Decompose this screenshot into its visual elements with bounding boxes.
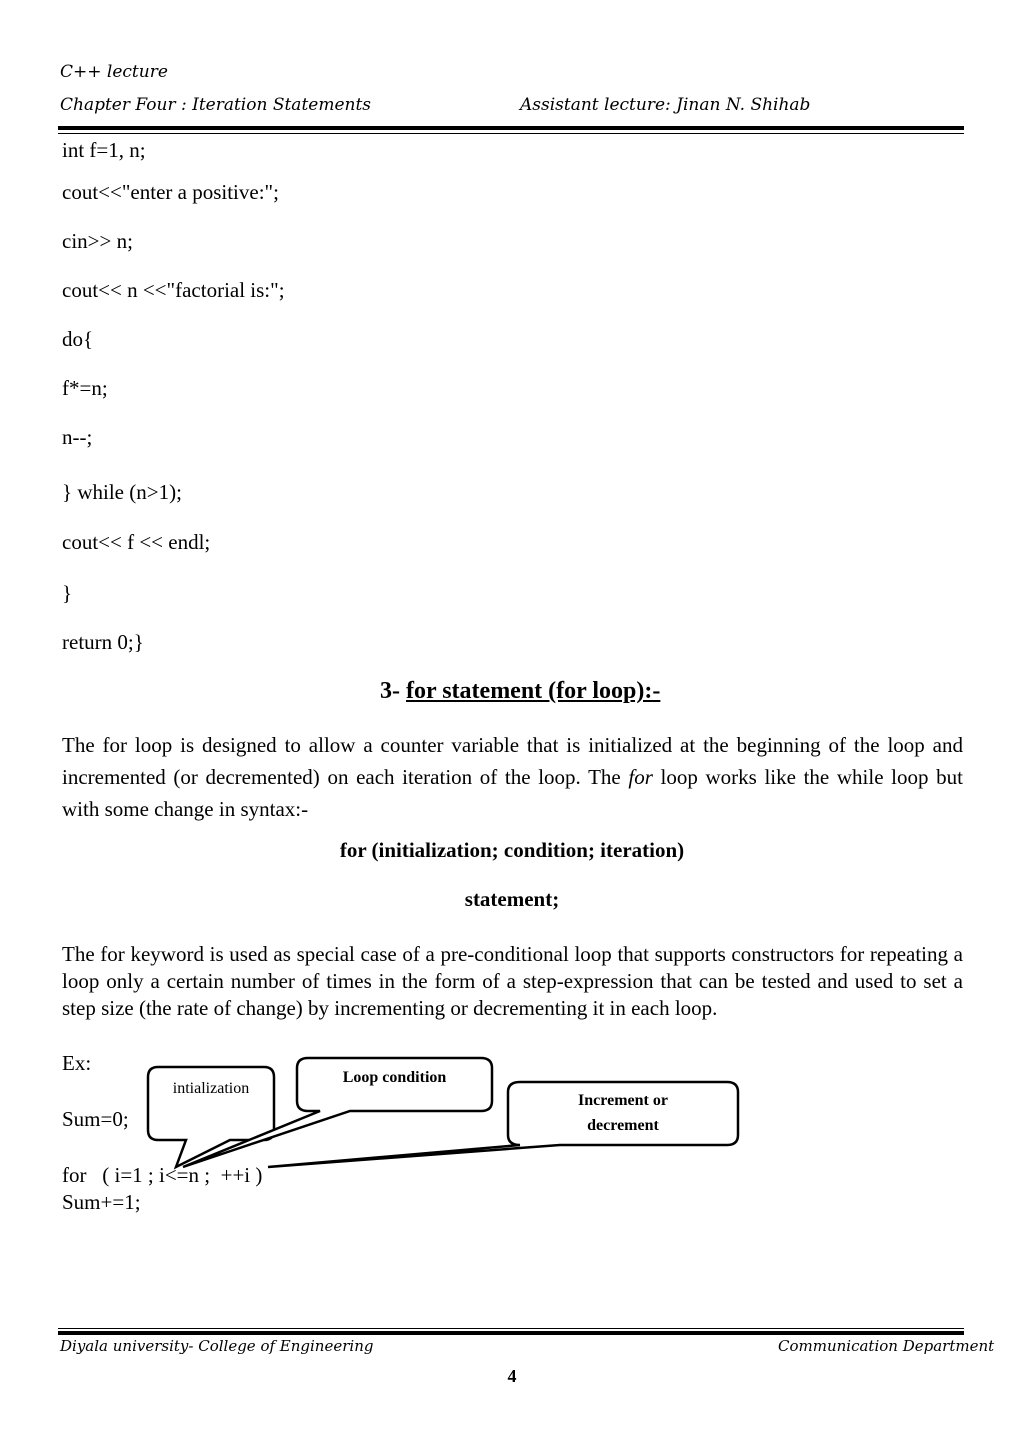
intro-text-2: loop works like the while loop but with some change in syntax:- [62,765,963,821]
code-line: } while (n>1); [62,480,182,504]
code-line: } [62,581,73,605]
code-line: cout<< f << endl; [62,530,211,554]
footer-department: Communication Department [778,1337,995,1355]
description-paragraph: The for keyword is used as special case of a pre-conditional loop that supports constructors for repeating a loop only a certain number of times in the form of a step-expression that can be tested and used to set a step size (the rate of change) by incrementing or decrementing it in each loop. [62,942,963,1020]
syntax-line-2: statement; [464,887,560,911]
code-line: cout<<"enter a positive:"; [62,180,279,204]
example-line-1: Sum=0; [62,1107,129,1131]
author-name: Assistant lecture: Jinan N. Shihab [520,95,811,115]
example-line-3: Sum+=1; [62,1190,141,1214]
section-title: for statement (for loop):- [406,678,661,704]
intro-text-1: The for loop is designed to allow a counter variable that is initialized at the beginning of the loop and incremented (or decremented) on each iteration of the loop. The [62,733,963,789]
code-line: int f=1, n; [62,138,146,162]
footer-rule-thick [58,1331,964,1335]
example-label: Ex: [62,1051,92,1075]
code-line: return 0;} [62,630,144,654]
code-line: cout<< n <<"factorial is:"; [62,278,285,302]
code-line: do{ [62,327,94,351]
chapter-title: Chapter Four : Iteration Statements [60,95,372,115]
increment-callout-label-1: Increment or [578,1092,668,1109]
initialization-callout-label: intialization [172,1080,250,1097]
footer-rule-thin [58,1328,964,1329]
code-line: cin>> n; [62,229,133,253]
increment-callout-label-2: decrement [587,1117,659,1134]
code-line: f*=n; [62,376,108,400]
intro-italic-for: for [628,765,653,789]
example-line-2: for ( i=1 ; i<=n ; ++i ) [62,1163,263,1187]
course-title: C++ lecture [60,62,168,82]
section-number: 3- [380,678,400,704]
syntax-line-1: for (initialization; condition; iteration) [339,838,685,862]
footer-university: Diyala university- College of Engineering [60,1337,374,1355]
code-line: n--; [62,425,93,449]
condition-callout-label: Loop condition [342,1069,447,1086]
page-number: 4 [507,1366,517,1386]
